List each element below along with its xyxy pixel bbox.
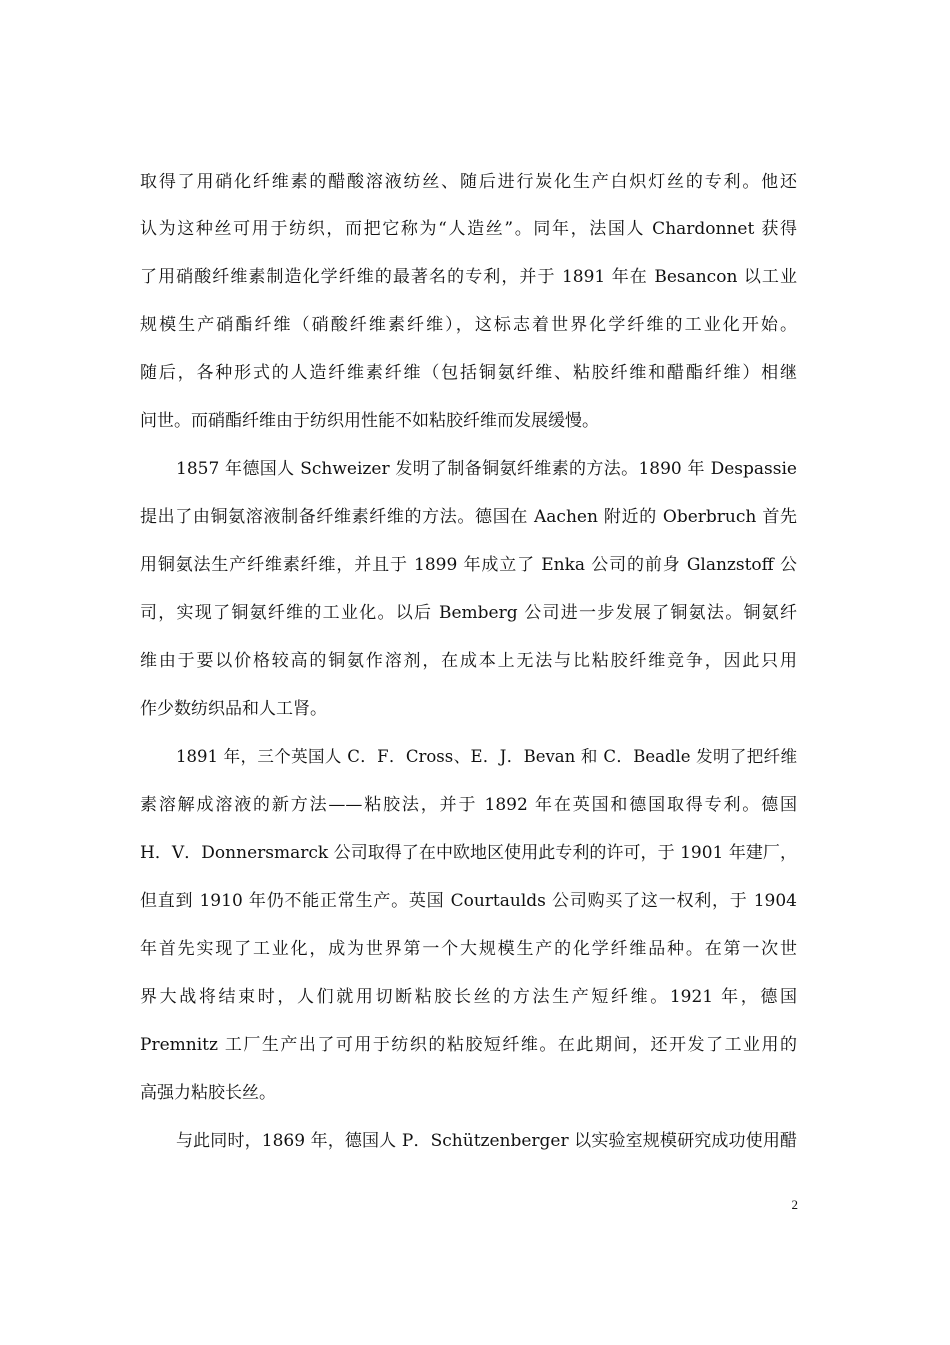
text-line: 随后，各种形式的人造纤维素纤维（包括铜氨纤维、粘胶纤维和醋酯纤维）相继 xyxy=(140,363,797,383)
text-line: 作少数纺织品和人工肾。 xyxy=(140,699,327,719)
paragraph-first-line: 与此同时，1869 年，德国人 P．Schützenberger 以实验室规模研究成功使用醋 xyxy=(176,1131,797,1151)
text-line: 素溶解成溶液的新方法——粘胶法，并于 1892 年在英国和德国取得专利。德国 xyxy=(140,795,797,815)
text-line: 提出了由铜氨溶液制备纤维素纤维的方法。德国在 Aachen 附近的 Oberbruch 首先 xyxy=(140,507,797,527)
text-line: 了用硝酸纤维素制造化学纤维的最著名的专利，并于 1891 年在 Besancon 以工业 xyxy=(140,267,797,287)
paragraph-first-line: 1857 年德国人 Schweizer 发明了制备铜氨纤维素的方法。1890 年 Despassie xyxy=(176,459,797,479)
text-line: 维由于要以价格较高的铜氨作溶剂，在成本上无法与比粘胶纤维竞争，因此只用 xyxy=(140,651,797,671)
text-line: 规模生产硝酯纤维（硝酸纤维素纤维），这标志着世界化学纤维的工业化开始。 xyxy=(140,315,797,335)
text-line: H．V．Donnersmarck 公司取得了在中欧地区使用此专利的许可，于 1901 年建厂， xyxy=(140,843,797,863)
text-line: 司，实现了铜氨纤维的工业化。以后 Bemberg 公司进一步发展了铜氨法。铜氨纤 xyxy=(140,603,797,623)
text-line: 用铜氨法生产纤维素纤维，并且于 1899 年成立了 Enka 公司的前身 Glanzstoff 公 xyxy=(140,555,797,575)
text-line: 问世。而硝酯纤维由于纺织用性能不如粘胶纤维而发展缓慢。 xyxy=(140,411,599,431)
text-line: 取得了用硝化纤维素的醋酸溶液纺丝、随后进行炭化生产白炽灯丝的专利。他还 xyxy=(140,172,797,192)
text-line: 但直到 1910 年仍不能正常生产。英国 Courtaulds 公司购买了这一权利，于 1904 xyxy=(140,891,797,911)
text-line: 高强力粘胶长丝。 xyxy=(140,1083,276,1103)
page-number: 2 xyxy=(791,1197,798,1212)
text-line: 认为这种丝可用于纺织，而把它称为“人造丝”。同年，法国人 Chardonnet 获得 xyxy=(140,219,797,239)
text-line: 界大战将结束时，人们就用切断粘胶长丝的方法生产短纤维。1921 年，德国 xyxy=(140,987,797,1007)
paragraph-first-line: 1891 年，三个英国人 C．F．Cross、E．J．Bevan 和 C．Beadle 发明了把纤维 xyxy=(176,747,797,766)
text-line: 年首先实现了工业化，成为世界第一个大规模生产的化学纤维品种。在第一次世 xyxy=(140,939,797,959)
text-line: Premnitz 工厂生产出了可用于纺织的粘胶短纤维。在此期间，还开发了工业用的 xyxy=(140,1035,797,1055)
